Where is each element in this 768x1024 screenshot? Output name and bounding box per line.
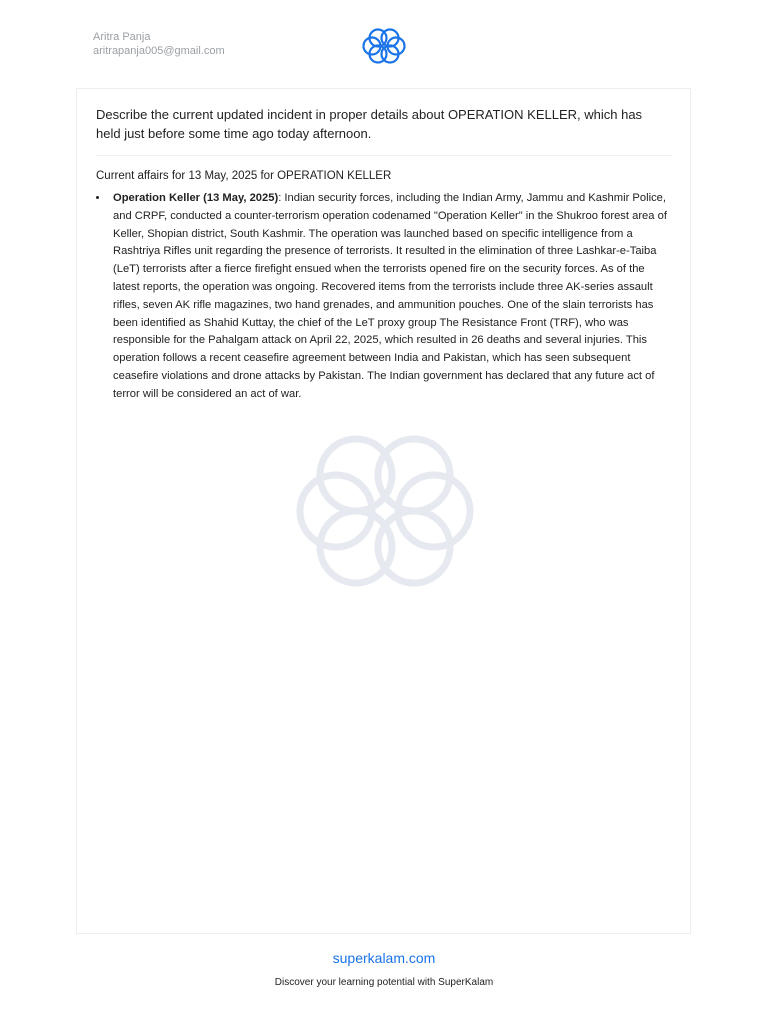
- question-text: Describe the current updated incident in proper details about OPERATION KELLER, which has held just before some time ago today afternoon.: [96, 107, 643, 141]
- answer-card: [76, 88, 691, 934]
- user-name: Aritra Panja: [93, 31, 151, 43]
- superkalam-link[interactable]: superkalam.com: [332, 950, 436, 966]
- user-email: aritrapanja005@gmail.com: [93, 45, 225, 57]
- list-item-body: : Indian security forces, including the Indian Army, Jammu and Kashmir Police, and CRPF, conducted a counter-terrorism operation codenamed "Operation Keller" in the Shukroo forest area of Keller, Shopian district, South Kashmir. The operation was launched based on specific intelligence from a Rashtriya Rifles unit regarding the presence of terrorists. It resulted in the elimination of three Lashkar-e-Taiba (LeT) terrorists after a fierce firefight ensued when the terrorists opened fire on the security forces. As of the latest reports, the operation was ongoing. Recovered items from the terrorists include three AK-series assault rifles, seven AK rifle magazines, two hand grenades, and ammunition pouches. One of the slain terrorists has been identified as Shahid Kuttay, the chief of the LeT proxy group The Resistance Front (TRF), who was responsible for the Pahalgam attack on April 22, 2025, which resulted in 26 deaths and several injuries. This operation follows a recent ceasefire agreement between India and Pakistan, which has seen subsequent ceasefire violations and drone attacks by Pakistan. The Indian government has declared that any future act of terror will be considered an act of war.: [113, 192, 667, 400]
- superkalam-watermark-icon: [296, 433, 474, 590]
- footer-tagline: Discover your learning potential with SuperKalam: [274, 977, 494, 988]
- page-header: [0, 0, 768, 88]
- list-item: [109, 190, 672, 404]
- list-item-heading: Operation Keller (13 May, 2025): [113, 192, 279, 204]
- divider: [96, 155, 672, 156]
- answer-list: [96, 190, 672, 404]
- superkalam-logo-icon: [362, 26, 406, 66]
- answer-title: Current affairs for 13 May, 2025 for OPERATION KELLER: [96, 170, 392, 182]
